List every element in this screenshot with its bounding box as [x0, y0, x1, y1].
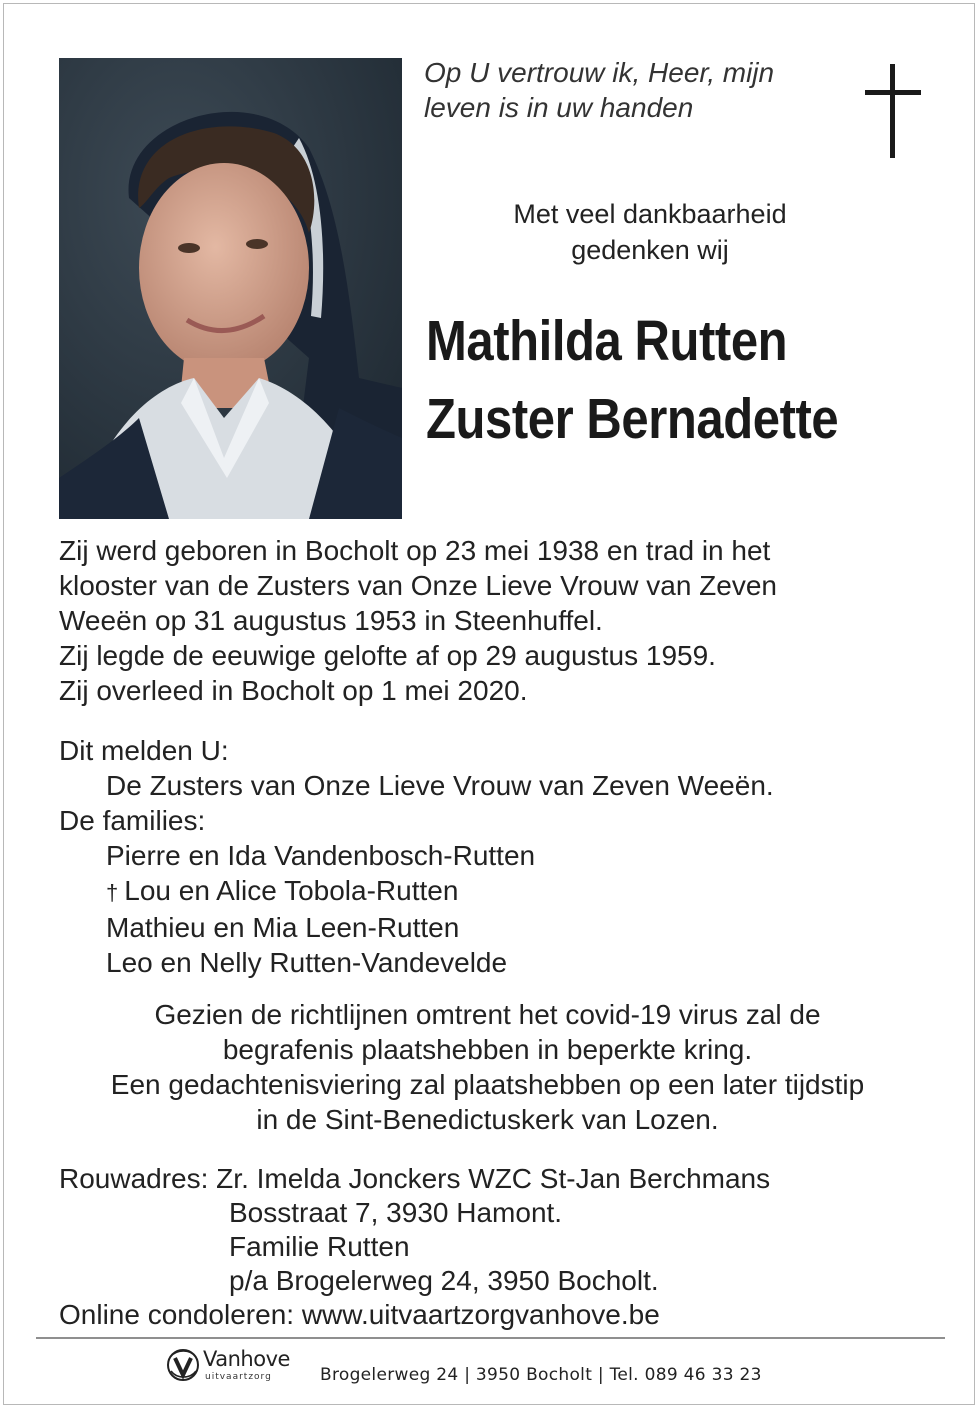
name-line: Mathilda Rutten: [426, 309, 788, 373]
quote: [424, 55, 844, 125]
announce-sisters: De Zusters van Onze Lieve Vrouw van Zeven Weeën.: [106, 770, 774, 801]
address-line: p/a Brogelerweg 24, 3950 Bocholt.: [229, 1265, 659, 1296]
notice-line: Gezien de richtlijnen omtrent het covid-19 virus zal de: [154, 999, 821, 1030]
portrait-photo: [59, 58, 402, 519]
gratitude-line: Met veel dankbaarheid: [513, 199, 787, 229]
bio-line: Zij legde de eeuwige gelofte af op 29 augustus 1959.: [59, 640, 716, 671]
religious-name-line: Zuster Bernadette: [426, 387, 839, 451]
logo-subtitle: uitvaartzorg: [205, 1372, 272, 1382]
notice-line: in de Sint-Benedictuskerk van Lozen.: [256, 1104, 719, 1135]
mourning-address: [59, 1162, 949, 1332]
quote-line: leven is in uw handen: [424, 92, 694, 123]
address-line: Rouwadres: Zr. Imelda Jonckers WZC St-Jan Berchmans: [59, 1163, 771, 1194]
gratitude-text: [470, 196, 830, 268]
biography: [59, 533, 939, 708]
announcement: [59, 733, 939, 980]
footer: [165, 1345, 965, 1395]
vanhove-logo-icon: [165, 1347, 201, 1383]
contact-info: Brogelerweg 24 | 3950 Bocholt | Tel. 089 46 33 23: [320, 1365, 762, 1385]
family-item: [59, 873, 939, 910]
family-item: Pierre en Ida Vandenbosch-Rutten: [106, 840, 536, 871]
family-item-label: Lou en Alice Tobola-Rutten: [124, 875, 459, 906]
cross-icon: [865, 64, 921, 158]
logo-name: Vanhove: [203, 1347, 290, 1371]
bio-line: Zij werd geboren in Bocholt op 23 mei 1938 en trad in het: [59, 535, 771, 566]
divider: [36, 1337, 945, 1339]
bio-line: Weeën op 31 augustus 1953 in Steenhuffel.: [59, 605, 603, 636]
families-label: De families:: [59, 805, 206, 836]
deceased-cross-icon: †: [106, 880, 119, 905]
quote-line: Op U vertrouw ik, Heer, mijn: [424, 57, 775, 88]
family-item: Leo en Nelly Rutten-Vandevelde: [106, 947, 508, 978]
address-line: Bosstraat 7, 3930 Hamont.: [229, 1197, 563, 1228]
deceased-name: [426, 302, 890, 458]
announce-intro: Dit melden U:: [59, 735, 229, 766]
bio-line: Zij overleed in Bocholt op 1 mei 2020.: [59, 675, 528, 706]
address-line: Familie Rutten: [229, 1231, 410, 1262]
family-item: Mathieu en Mia Leen-Rutten: [106, 912, 460, 943]
funeral-notice: [40, 997, 935, 1137]
gratitude-line: gedenken wij: [571, 235, 729, 265]
notice-line: Een gedachtenisviering zal plaatshebben op een later tijdstip: [110, 1069, 865, 1100]
online-condolence-link[interactable]: Online condoleren: www.uitvaartzorgvanhove.be: [59, 1299, 660, 1330]
bio-line: klooster van de Zusters van Onze Lieve Vrouw van Zeven: [59, 570, 777, 601]
notice-line: begrafenis plaatshebben in beperkte kring.: [222, 1034, 753, 1065]
